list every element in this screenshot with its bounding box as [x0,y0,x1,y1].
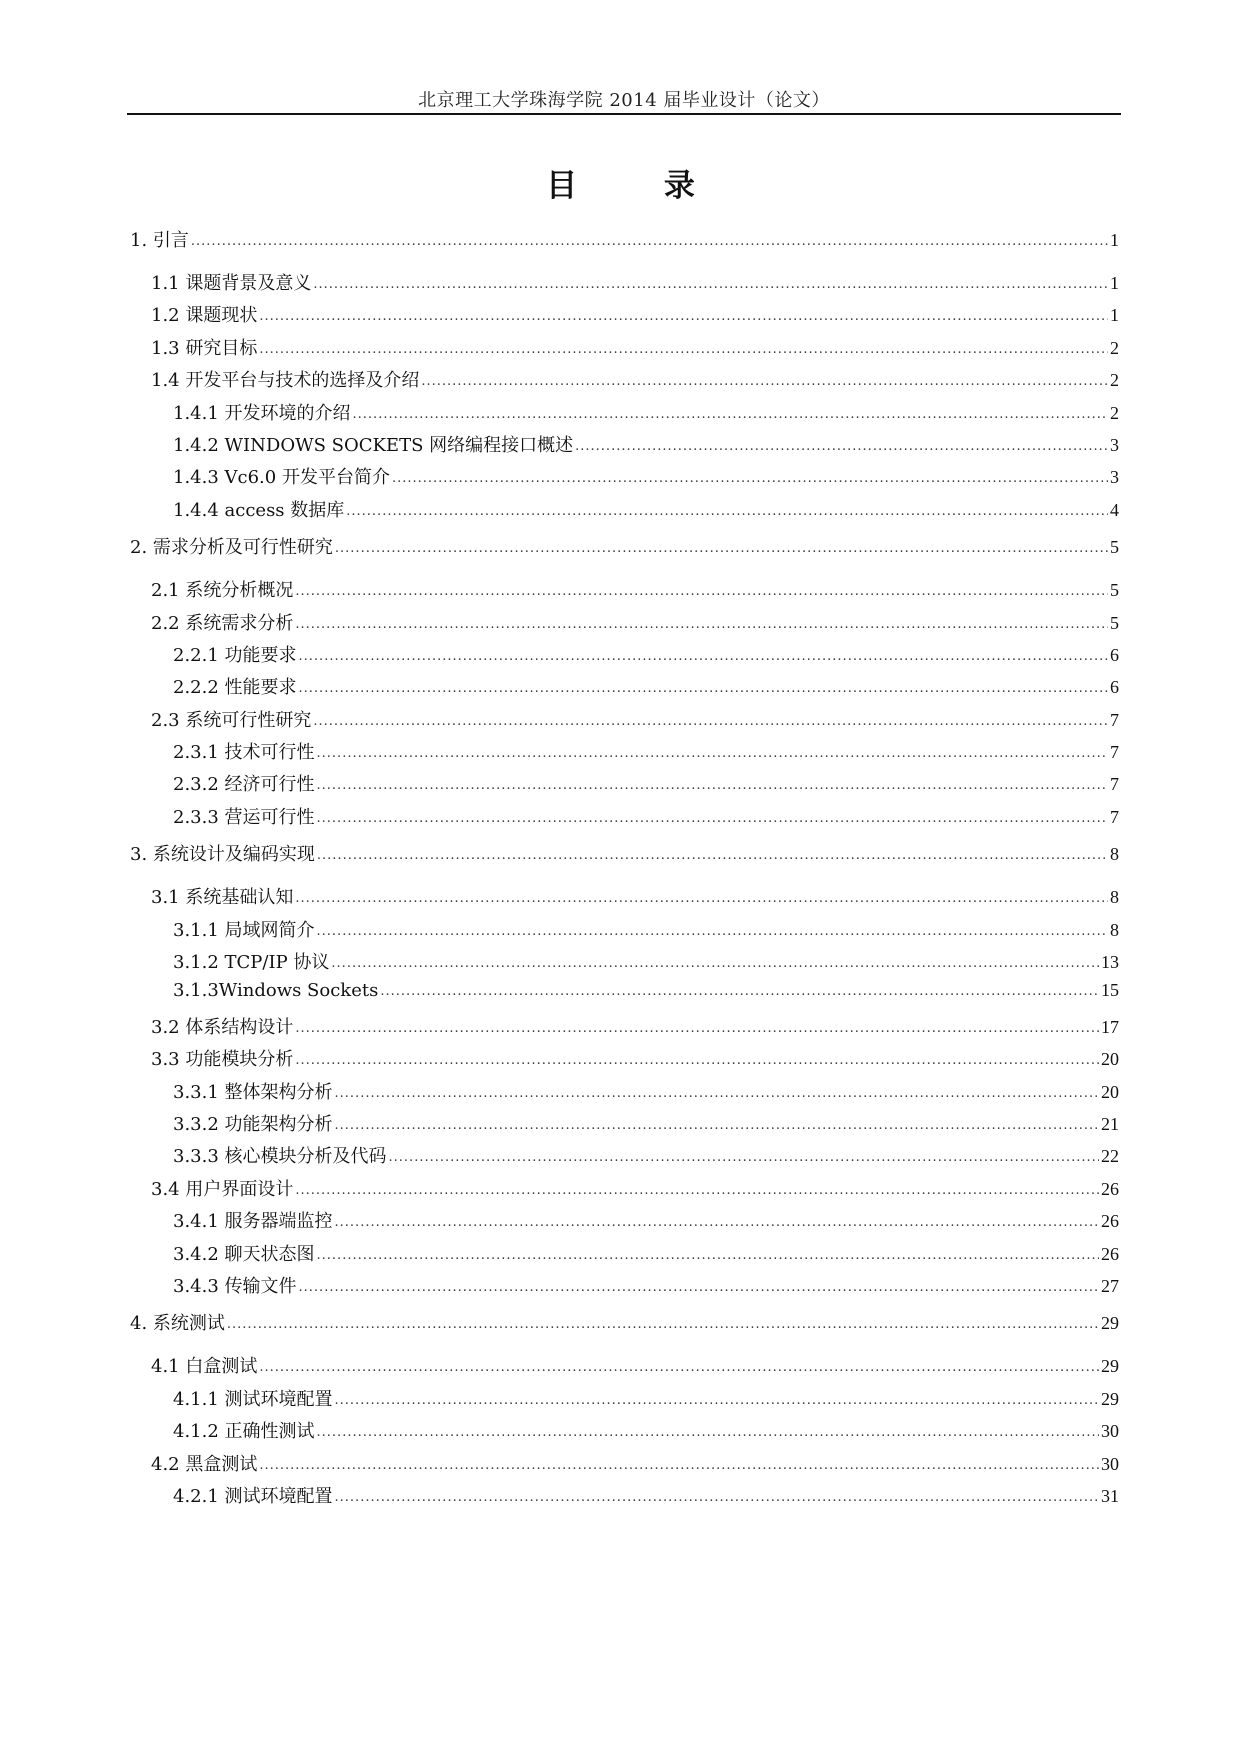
toc-page-number: 6 [1110,677,1119,698]
toc-entry[interactable] [130,1450,1119,1482]
toc-entry[interactable] [130,980,1119,1012]
toc-dot-leader [313,714,1108,729]
toc-page-number: 1 [1110,273,1119,293]
toc-dot-leader [380,984,1099,999]
toc-entry[interactable] [130,301,1119,333]
toc-entry[interactable] [130,533,1119,566]
toc-entry[interactable] [130,770,1119,802]
toc-page-number: 8 [1110,844,1119,865]
toc-entry[interactable] [130,463,1119,495]
toc-entry-label: 3.1.3Windows Sockets [173,980,379,1002]
toc-entry[interactable] [130,840,1119,873]
toc-entry[interactable] [130,1417,1119,1449]
toc-dot-leader [346,504,1108,519]
toc-entry[interactable] [130,1175,1119,1207]
toc-dot-leader [317,778,1108,793]
toc-title: 目 录 [546,168,733,204]
toc-entry[interactable] [130,399,1119,431]
toc-entry-label: 1.4 开发平台与技术的选择及介绍 [151,370,420,392]
toc-entry-label: 3.3.1 整体架构分析 [173,1081,333,1103]
toc-dot-leader [335,1086,1099,1101]
toc-entry-label: 3.4.3 传输文件 [173,1275,297,1297]
toc-entry-label: 1.3 研究目标 [151,337,258,359]
toc-page-number: 22 [1101,1146,1119,1167]
toc-entry-label: 1.2 课题现状 [151,305,258,327]
toc-page-number: 27 [1101,1275,1119,1296]
header-rule [127,113,1121,115]
toc-dot-leader [191,234,1108,249]
toc-dot-leader [335,1393,1099,1408]
toc-entry-label: 3.1 系统基础认知 [151,887,294,909]
toc-entry-label: 1. 引言 [130,230,189,251]
toc-entry[interactable] [130,948,1119,980]
toc-dot-leader [317,924,1108,939]
toc-page-number: 3 [1110,467,1119,488]
toc-dot-leader [299,649,1108,664]
toc-page-number: 1 [1110,305,1119,326]
toc-page-number: 29 [1101,1388,1119,1409]
toc-dot-leader [317,848,1108,863]
toc-entry-label: 1.1 课题背景及意义 [151,273,312,294]
toc-entry[interactable] [130,706,1119,738]
toc-entry-label: 3.1.2 TCP/IP 协议 [173,952,330,974]
toc-dot-leader [335,1215,1099,1230]
toc-entry-label: 4.2 黑盒测试 [151,1453,258,1475]
toc-page-number: 13 [1101,952,1119,973]
toc-dot-leader [389,1150,1099,1165]
toc-dot-leader [259,1458,1099,1473]
toc-page-number: 4 [1110,499,1119,520]
toc-entry-label: 3.3.3 核心模块分析及代码 [173,1146,387,1168]
toc-dot-leader [299,681,1108,696]
toc-dot-leader [295,1021,1099,1036]
toc-page-number: 5 [1110,580,1119,601]
toc-dot-leader [295,584,1108,599]
toc-entry-label: 2.1 系统分析概况 [151,580,294,602]
toc-page-number: 17 [1101,1016,1119,1037]
toc-page-number: 2 [1110,402,1119,423]
toc-entry[interactable] [130,609,1119,641]
toc-entry-label: 3.2 体系结构设计 [151,1016,294,1038]
toc-dot-leader [575,439,1108,454]
toc-dot-leader [317,746,1108,761]
toc-entry-label: 1.4.1 开发环境的介绍 [173,402,351,424]
toc-entry-label: 4.1.2 正确性测试 [173,1421,315,1443]
toc-dot-leader [295,1183,1099,1198]
toc-entry-label: 3. 系统设计及编码实现 [130,844,315,866]
toc-page-number: 8 [1110,887,1119,908]
toc-entry-label: 2.2 系统需求分析 [151,612,294,634]
toc-dot-leader [299,1280,1099,1295]
toc-page-number: 26 [1101,1211,1119,1232]
toc-entry[interactable] [130,1045,1119,1077]
toc-entry-label: 1.4.2 WINDOWS SOCKETS 网络编程接口概述 [173,434,574,456]
toc-page-number: 30 [1101,1453,1119,1474]
toc-entry[interactable] [130,1240,1119,1272]
toc-entry[interactable] [130,226,1119,259]
toc-entry-label: 3.3 功能模块分析 [151,1049,294,1071]
toc-entry-label: 4.1.1 测试环境配置 [173,1388,333,1410]
toc-page-number: 15 [1101,980,1119,1001]
toc-dot-leader [317,811,1108,826]
toc-page-number: 2 [1110,337,1119,358]
toc-entry[interactable] [130,1309,1119,1342]
toc-entry-label: 1.4.4 access 数据库 [173,499,345,521]
toc-page-number: 26 [1101,1178,1119,1199]
toc-page-number: 29 [1101,1313,1119,1334]
toc-dot-leader [295,891,1108,906]
toc-dot-leader [259,1360,1099,1375]
toc-entry[interactable] [130,1013,1119,1045]
toc-entry-label: 4.1 白盒测试 [151,1356,258,1378]
toc-page-number: 7 [1110,742,1119,763]
toc-dot-leader [331,956,1099,971]
toc-entry[interactable] [130,803,1119,835]
toc-page-number: 30 [1101,1421,1119,1442]
toc-dot-leader [313,277,1108,292]
toc-entry[interactable] [130,883,1119,915]
toc-page-number: 29 [1101,1356,1119,1377]
toc-dot-leader [259,309,1108,324]
toc-dot-leader [295,1053,1099,1068]
table-of-contents [130,226,1119,1514]
toc-page-number: 26 [1101,1243,1119,1264]
toc-page-number: 31 [1101,1485,1119,1506]
toc-dot-leader [392,471,1108,486]
toc-entry-label: 4.2.1 测试环境配置 [173,1485,333,1507]
toc-entry[interactable] [130,1142,1119,1174]
toc-entry[interactable] [130,1207,1119,1239]
toc-page-number: 2 [1110,370,1119,391]
toc-entry[interactable] [130,1482,1119,1514]
toc-page-number: 7 [1110,774,1119,795]
toc-dot-leader [317,1425,1099,1440]
toc-entry[interactable] [130,576,1119,608]
toc-entry[interactable] [130,1352,1119,1384]
toc-entry-label: 3.1.1 局域网简介 [173,919,315,941]
toc-dot-leader [295,617,1108,632]
toc-page-number: 7 [1110,709,1119,730]
toc-entry[interactable] [130,738,1119,770]
toc-entry-label: 2. 需求分析及可行性研究 [130,537,333,559]
toc-dot-leader [259,342,1108,357]
toc-entry-label: 3.4.1 服务器端监控 [173,1211,333,1233]
toc-entry-label: 2.2.2 性能要求 [173,677,297,699]
toc-dot-leader [335,1118,1099,1133]
toc-page-number: 7 [1110,806,1119,827]
toc-entry-label: 4. 系统测试 [130,1313,225,1335]
toc-dot-leader [227,1317,1099,1332]
toc-entry-label: 3.4.2 聊天状态图 [173,1243,315,1265]
toc-entry[interactable] [130,431,1119,463]
toc-entry[interactable] [130,334,1119,366]
toc-dot-leader [335,1490,1099,1505]
toc-dot-leader [335,541,1108,556]
running-header: 北京理工大学珠海学院 2014 届毕业设计（论文） [418,90,830,111]
toc-entry[interactable] [130,1078,1119,1110]
toc-entry[interactable] [130,916,1119,948]
toc-page-number: 8 [1110,919,1119,940]
toc-entry-label: 2.3.1 技术可行性 [173,742,315,764]
toc-dot-leader [353,407,1108,422]
toc-entry-label: 2.3.3 营运可行性 [173,806,315,828]
toc-entry[interactable] [130,1385,1119,1417]
toc-entry[interactable] [130,269,1119,301]
toc-entry-label: 2.3 系统可行性研究 [151,709,312,731]
toc-dot-leader [421,374,1108,389]
toc-entry-label: 2.3.2 经济可行性 [173,774,315,796]
toc-entry-label: 3.4 用户界面设计 [151,1178,294,1200]
toc-entry[interactable] [130,366,1119,398]
toc-entry-label: 2.2.1 功能要求 [173,644,297,666]
toc-page-number: 20 [1101,1081,1119,1102]
toc-dot-leader [317,1248,1099,1263]
toc-page-number: 3 [1110,434,1119,455]
toc-page-number: 1 [1110,230,1119,250]
toc-entry-label: 1.4.3 Vc6.0 开发平台简介 [173,467,390,489]
toc-entry-label: 3.3.2 功能架构分析 [173,1113,333,1135]
toc-page-number: 21 [1101,1113,1119,1134]
toc-entry[interactable] [130,496,1119,528]
toc-page-number: 5 [1110,612,1119,633]
toc-page-number: 6 [1110,644,1119,665]
toc-entry[interactable] [130,1110,1119,1142]
toc-page-number: 20 [1101,1049,1119,1070]
toc-entry[interactable] [130,673,1119,705]
toc-page-number: 5 [1110,537,1119,558]
toc-entry[interactable] [130,641,1119,673]
toc-entry[interactable] [130,1272,1119,1304]
